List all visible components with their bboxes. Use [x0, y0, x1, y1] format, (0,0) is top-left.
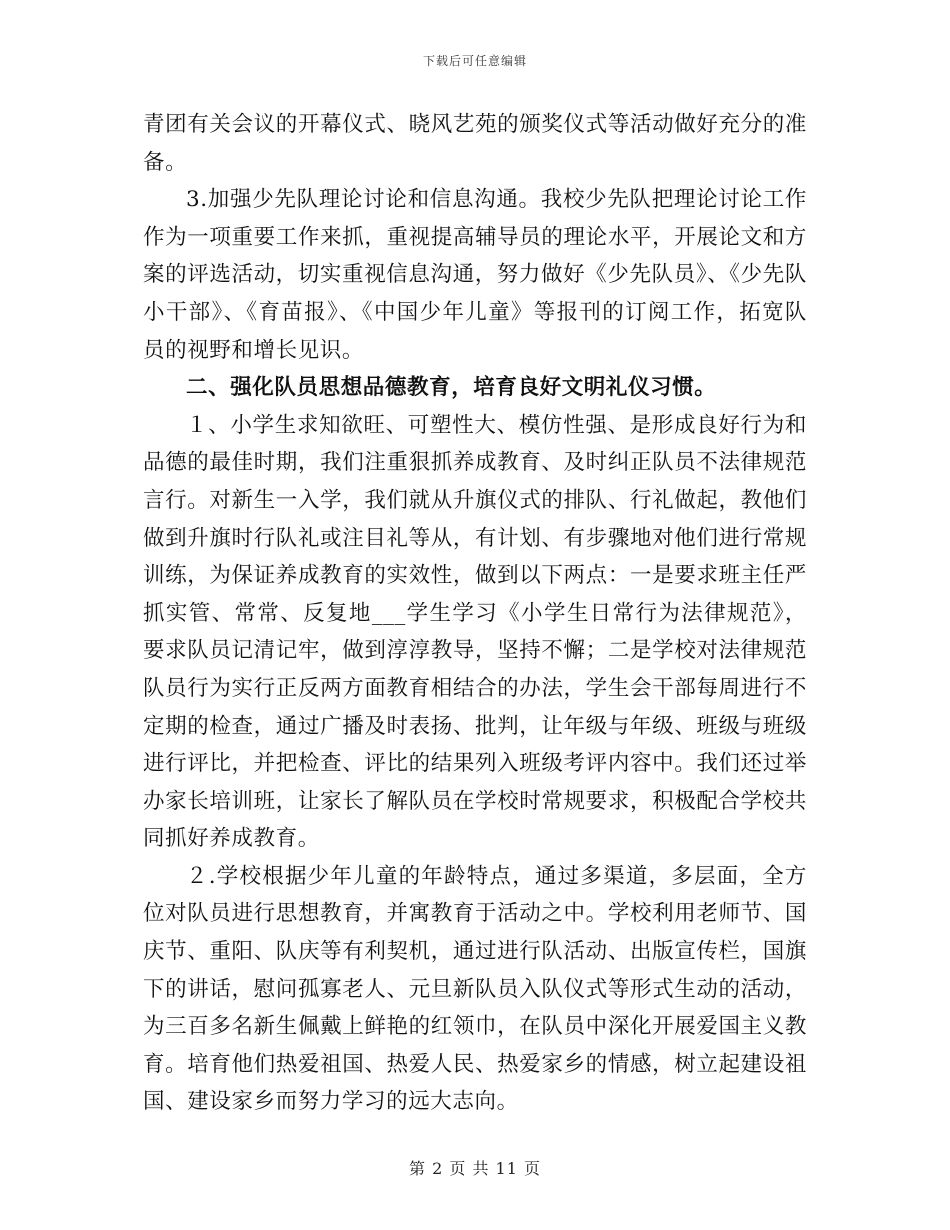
page-header: 下载后可任意编辑	[422, 54, 527, 68]
paragraph-item-3: 3.加强少先队理论讨论和信息沟通。我校少先队把理论讨论工作作为一项重要工作来抓，重视提高辅导员的理论水平，开展论文和方案的评选活动，切实重视信息沟通，努力做好《少先队员》、《少先队小干部》、《育苗报》、《中国少年儿童》等报刊的订阅工作，拓宽队员的视野和增长见识。	[143, 187, 807, 363]
document-body	[143, 106, 807, 1121]
section-heading: 二、强化队员思想品德教育，培育良好文明礼仪习惯。	[186, 375, 717, 401]
paragraph-item-1: １、小学生求知欲旺、可塑性大、模仿性强、是形成良好行为和品德的最佳时期，我们注重狠抓养成教育、及时纠正队员不法律规范言行。对新生一入学，我们就从升旗仪式的排队、行礼做起，教他们做到升旗时行队礼或注目礼等从，有计划、有步骤地对他们进行常规训练，为保证养成教育的实效性，做到以下两点：一是要求班主任严抓实管、常常、反复地___学生学习《小学生日常行为法律规范》，要求队员记清记牢，做到淳淳教导，坚持不懈；二是学校对法律规范队员行为实行正反两方面教育相结合的办法，学生会干部每周进行不定期的检查，通过广播及时表扬、批判，让年级与年级、班级与班级进行评比，并把检查、评比的结果列入班级考评内容中。我们还过举办家长培训班，让家长了解队员在学校时常规要求，积极配合学校共同抓好养成教育。	[143, 412, 807, 852]
paragraph-item-2: ２.学校根据少年儿童的年龄特点，通过多渠道，多层面，全方位对队员进行思想教育，并寓教育于活动之中。学校利用老师节、国庆节、重阳、队庆等有利契机，通过进行队活动、出版宣传栏，国旗下的讲话，慰问孤寡老人、元旦新队员入队仪式等形式生动的活动，为三百多名新生佩戴上鲜艳的红领巾，在队员中深化开展爱国主义教育。培育他们热爱祖国、热爱人民、热爱家乡的情感，树立起建设祖国、建设家乡而努力学习的远大志向。	[143, 863, 807, 1115]
page-number-footer: 第 2 页 共 11 页	[409, 1159, 541, 1178]
paragraph-continuation: 青团有关会议的开幕仪式、晓风艺苑的颁奖仪式等活动做好充分的准备。	[143, 112, 807, 175]
